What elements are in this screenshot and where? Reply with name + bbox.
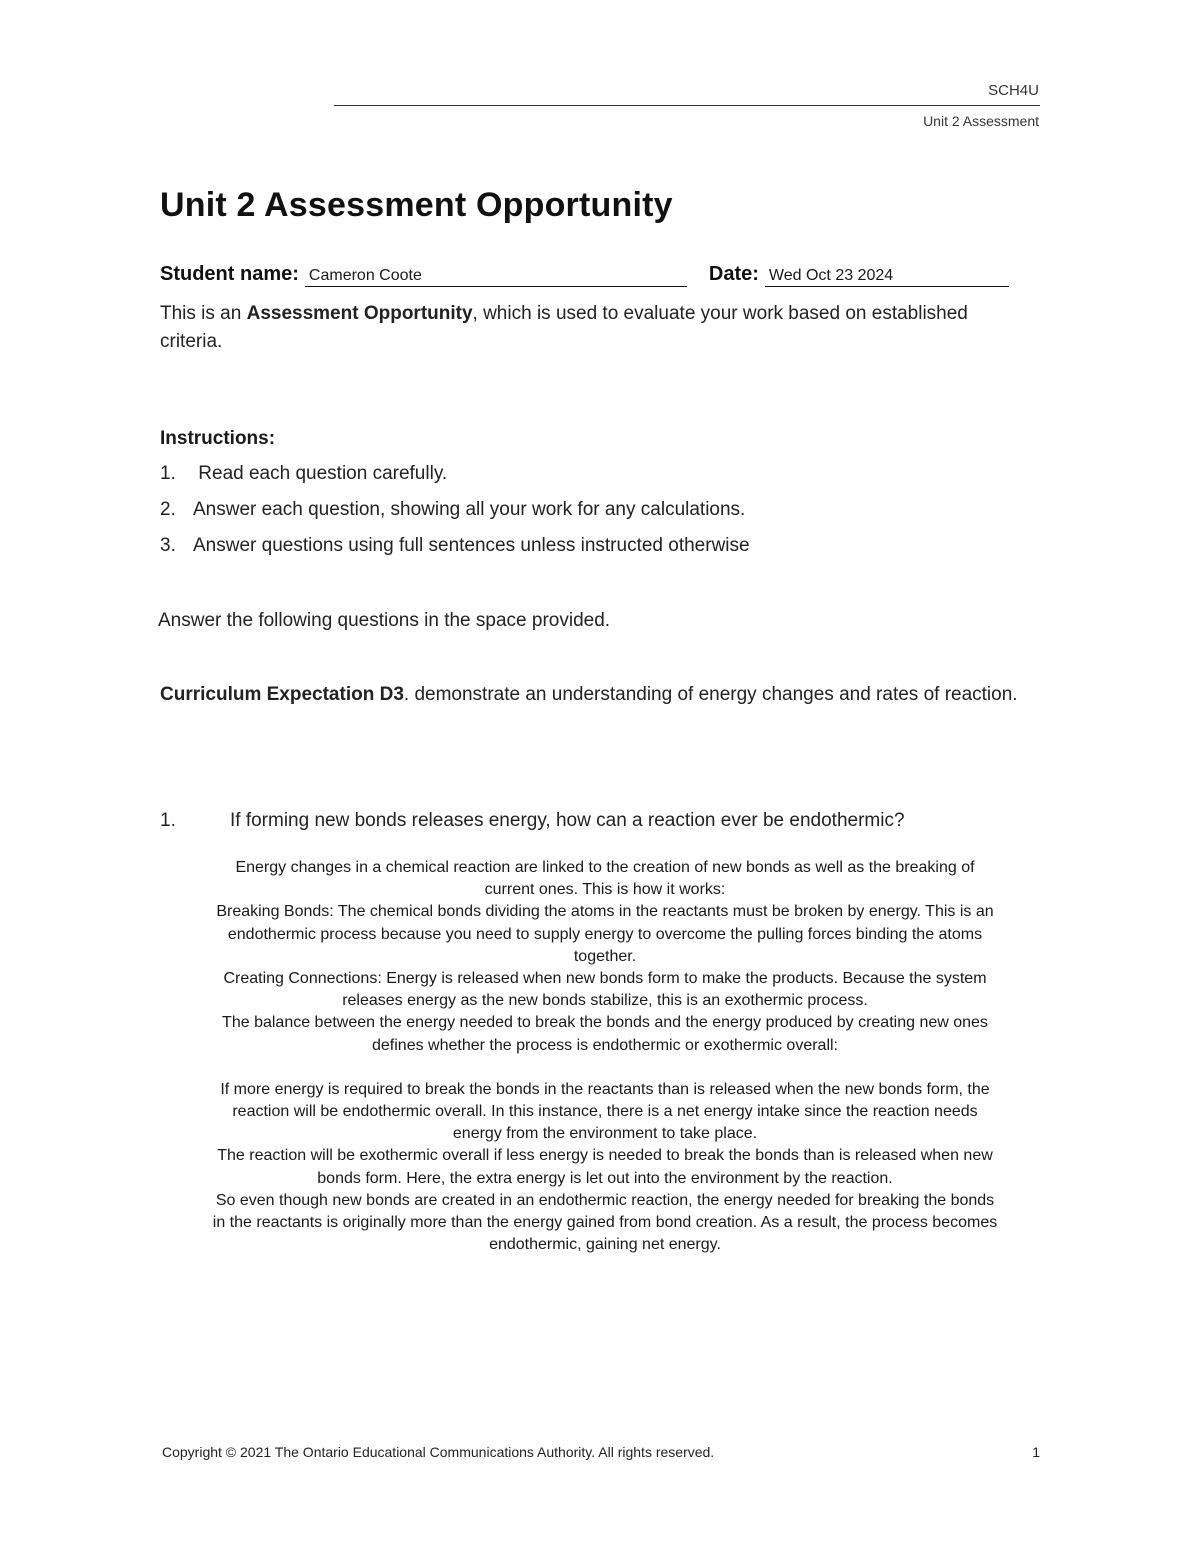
date-field[interactable]: Wed Oct 23 2024 — [765, 266, 1009, 287]
curriculum-text: . demonstrate an understanding of energy changes and rates of reaction. — [403, 684, 1018, 705]
answer-paragraph: So even though new bonds are created in an endothermic reaction, the energy needed for breaking the bonds in the reactants is originally more than the energy gained from bond creation. As a result, the process becomes endothermic, gaining net energy. — [212, 1191, 998, 1254]
instructions-list — [160, 463, 1020, 571]
question-number: 1. — [160, 810, 176, 831]
intro-before: This is an — [160, 303, 247, 324]
date-label: Date: — [708, 263, 759, 285]
curriculum-expectation — [160, 680, 1020, 709]
intro-bold: Assessment Opportunity — [246, 303, 473, 324]
intro-after: , which is used to evaluate your work based on established criteria. — [160, 303, 968, 352]
footer-copyright: Copyright © 2021 The Ontario Educational Communications Authority. All rights reserved. — [162, 1444, 715, 1460]
page-title: Unit 2 Assessment Opportunity — [160, 186, 673, 224]
answer-spacer — [210, 1057, 1000, 1079]
list-item-number: 1. — [160, 463, 176, 484]
curriculum-bold: Curriculum Expectation D3 — [160, 684, 404, 705]
list-item-text: Answer questions using full sentences unless instructed otherwise — [193, 535, 750, 556]
list-item-text: Read each question carefully. — [193, 463, 448, 484]
list-item-number: 3. — [160, 535, 176, 556]
answer-paragraph: Breaking Bonds: The chemical bonds dividing the atoms in the reactants must be broken by energy. This is an endothermic process because you need to supply energy to overcome the pulling forces binding the atoms together. — [216, 903, 994, 965]
student-name-label: Student name: — [160, 263, 299, 285]
answer-prompt: Answer the following questions in the space provided. — [158, 610, 611, 631]
question-text: If forming new bonds releases energy, how can a reaction ever be endothermic? — [230, 810, 905, 831]
list-item-number: 2. — [160, 499, 176, 520]
answer-paragraph: Energy changes in a chemical reaction are linked to the creation of new bonds as well as the breaking of current ones. This is how it works: — [235, 859, 975, 899]
list-item-text: Answer each question, showing all your work for any calculations. — [193, 499, 746, 520]
answer-paragraph: Creating Connections: Energy is released when new bonds form to make the products. Because the system releases energy as the new bonds stabilize, this is an exothermic process. — [223, 970, 987, 1010]
answer-text-area[interactable] — [210, 857, 1000, 1256]
intro-paragraph — [160, 300, 1020, 356]
question-1 — [160, 810, 1040, 832]
header-rule — [334, 105, 1040, 106]
student-name-field[interactable]: Cameron Coote — [305, 266, 687, 287]
answer-paragraph: The reaction will be exothermic overall if less energy is needed to break the bonds than is released when new bonds form. Here, the extra energy is let out into the environment by the reaction. — [217, 1147, 993, 1187]
answer-paragraph: If more energy is required to break the bonds in the reactants than is released when the new bonds form, the reaction will be endothermic overall. In this instance, there is a net energy intake since the reaction needs energy from the environment to take place. — [220, 1080, 990, 1143]
header-course: SCH4U — [988, 82, 1039, 99]
header-unit: Unit 2 Assessment — [923, 113, 1039, 129]
instructions-heading: Instructions: — [160, 428, 276, 449]
list-item — [160, 535, 1020, 571]
student-info-row — [160, 263, 1040, 287]
page-number: 1 — [1032, 1444, 1040, 1460]
list-item — [160, 499, 1020, 535]
answer-paragraph: The balance between the energy needed to break the bonds and the energy produced by creating new ones defines whether the process is endothermic or exothermic overall: — [222, 1014, 988, 1054]
list-item — [160, 463, 1020, 499]
